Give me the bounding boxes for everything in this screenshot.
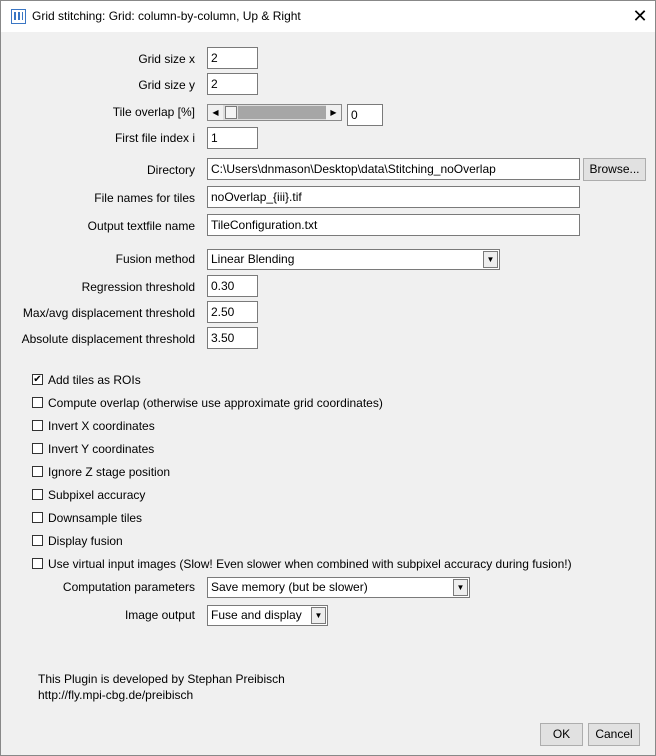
chevron-down-icon[interactable]: ▼: [311, 607, 326, 624]
compute-overlap-checkbox[interactable]: [32, 397, 43, 408]
chevron-down-icon[interactable]: ▼: [483, 251, 498, 268]
subpixel-accuracy-checkbox[interactable]: [32, 489, 43, 500]
slider-thumb[interactable]: [225, 106, 237, 119]
downsample-tiles-checkbox[interactable]: [32, 512, 43, 523]
tile-overlap-label: Tile overlap [%]: [112, 105, 195, 119]
absolute-displacement-input[interactable]: 3.50: [207, 327, 258, 349]
fusion-method-value: Linear Blending: [211, 252, 295, 266]
ok-button[interactable]: OK: [540, 723, 583, 746]
file-names-label: File names for tiles: [94, 191, 195, 205]
computation-parameters-select[interactable]: [207, 577, 470, 598]
fusion-method-select[interactable]: [207, 249, 500, 270]
output-textfile-label: Output textfile name: [87, 219, 195, 233]
credits-url: http://fly.mpi-cbg.de/preibisch: [38, 688, 194, 702]
browse-button[interactable]: Browse...: [583, 158, 646, 181]
output-textfile-input[interactable]: TileConfiguration.txt: [207, 214, 580, 236]
max-avg-displacement-label: Max/avg displacement threshold: [22, 306, 195, 320]
ignore-z-label[interactable]: Ignore Z stage position: [48, 465, 171, 479]
grid-size-x-input[interactable]: 2: [207, 47, 258, 69]
chevron-down-icon[interactable]: ▼: [453, 579, 468, 596]
credits-text: This Plugin is developed by Stephan Preibisch: [38, 672, 285, 686]
tile-overlap-input[interactable]: 0: [347, 104, 383, 126]
max-avg-displacement-input[interactable]: 2.50: [207, 301, 258, 323]
computation-parameters-value: Save memory (but be slower): [211, 580, 368, 594]
downsample-tiles-label[interactable]: Downsample tiles: [48, 511, 143, 525]
cancel-button[interactable]: Cancel: [588, 723, 640, 746]
fusion-method-label: Fusion method: [115, 252, 195, 266]
scroll-left-icon[interactable]: ◀: [208, 105, 223, 120]
directory-label: Directory: [146, 163, 195, 177]
add-tiles-rois-checkbox[interactable]: ✔: [33, 374, 42, 385]
virtual-input-checkbox[interactable]: [32, 558, 43, 569]
regression-threshold-input[interactable]: 0.30: [207, 275, 258, 297]
invert-y-checkbox[interactable]: [32, 443, 43, 454]
add-tiles-rois-label[interactable]: Add tiles as ROIs: [48, 373, 141, 387]
image-output-value: Fuse and display: [211, 608, 302, 622]
grid-size-y-input[interactable]: 2: [207, 73, 258, 95]
ignore-z-checkbox[interactable]: [32, 466, 43, 477]
compute-overlap-label[interactable]: Compute overlap (otherwise use approximate grid coordinates): [48, 396, 383, 410]
image-output-label: Image output: [124, 608, 195, 622]
invert-y-label[interactable]: Invert Y coordinates: [48, 442, 155, 456]
absolute-displacement-label: Absolute displacement threshold: [21, 332, 195, 346]
scroll-right-icon[interactable]: ▶: [326, 105, 341, 120]
first-file-index-input[interactable]: 1: [207, 127, 258, 149]
slider-track[interactable]: [238, 106, 326, 119]
subpixel-accuracy-label[interactable]: Subpixel accuracy: [48, 488, 146, 502]
invert-x-label[interactable]: Invert X coordinates: [48, 419, 155, 433]
grid-size-y-label: Grid size y: [138, 78, 195, 92]
imagej-app-icon: [11, 9, 26, 24]
window-title: Grid stitching: Grid: column-by-column, Up & Right: [32, 9, 301, 23]
display-fusion-label[interactable]: Display fusion: [48, 534, 123, 548]
regression-threshold-label: Regression threshold: [81, 280, 195, 294]
image-output-select[interactable]: [207, 605, 328, 626]
computation-parameters-label: Computation parameters: [62, 580, 195, 594]
grid-size-x-label: Grid size x: [138, 52, 195, 66]
directory-input[interactable]: C:\Users\dnmason\Desktop\data\Stitching_noOverlap: [207, 158, 580, 180]
first-file-index-label: First file index i: [114, 131, 195, 145]
close-icon[interactable]: ✕: [632, 6, 648, 26]
tile-overlap-slider[interactable]: [207, 104, 342, 121]
display-fusion-checkbox[interactable]: [32, 535, 43, 546]
virtual-input-label[interactable]: Use virtual input images (Slow! Even slower when combined with subpixel accuracy during fusion!): [48, 557, 572, 571]
file-names-input[interactable]: noOverlap_{iii}.tif: [207, 186, 580, 208]
invert-x-checkbox[interactable]: [32, 420, 43, 431]
title-bar: [1, 1, 655, 32]
